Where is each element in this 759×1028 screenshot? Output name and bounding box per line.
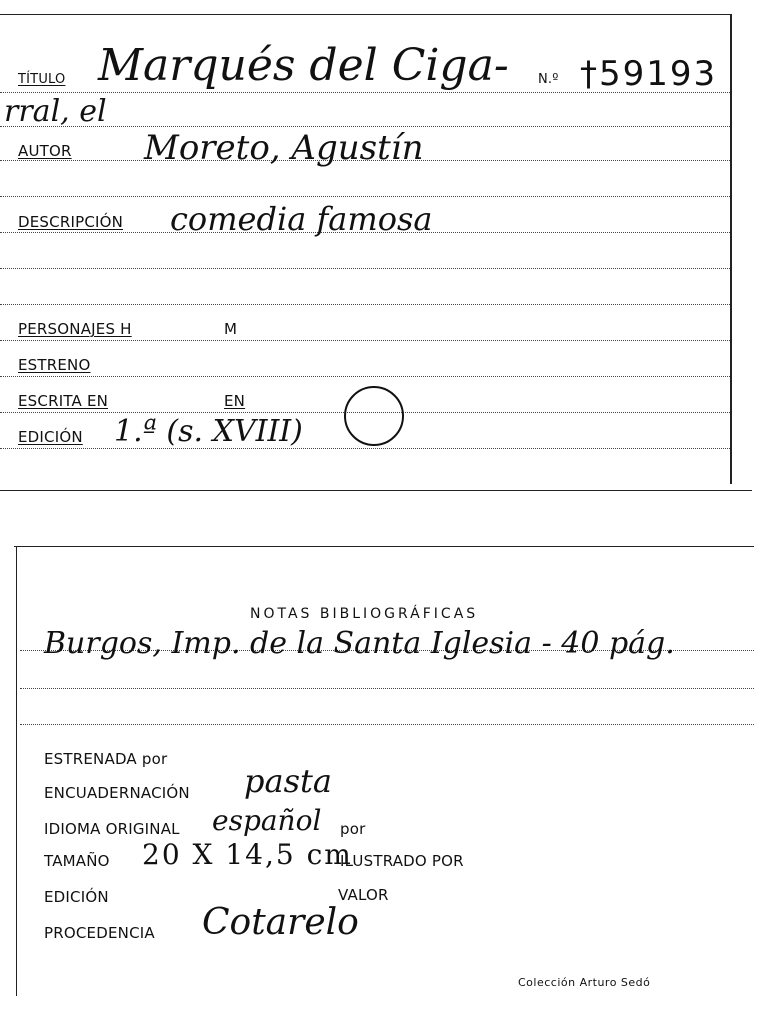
- valor-label: VALOR: [338, 886, 389, 904]
- personajes-m-label: M: [224, 320, 238, 338]
- estreno-label: ESTRENO: [18, 356, 91, 374]
- numero-value: †59193: [580, 54, 718, 94]
- rule-line: [20, 688, 754, 689]
- rule-line: [0, 340, 730, 341]
- titulo-continuation: rral, el: [4, 94, 107, 129]
- titulo-value: Marqués del Ciga-: [98, 40, 509, 91]
- autor-value: Moreto, Agustín: [144, 128, 424, 168]
- titulo-label: TÍTULO: [18, 72, 66, 87]
- tamano-label: TAMAÑO: [44, 852, 110, 870]
- idioma-label: IDIOMA ORIGINAL: [44, 820, 180, 838]
- escrita-en-label: EN: [224, 392, 246, 410]
- notas-heading: NOTAS BIBLIOGRÁFICAS: [250, 606, 479, 622]
- notas-value: Burgos, Imp. de la Santa Iglesia - 40 pág.: [44, 626, 675, 661]
- coleccion-note: Colección Arturo Sedó: [518, 976, 651, 989]
- edicion-label: EDICIÓN: [18, 428, 83, 446]
- procedencia-label: PROCEDENCIA: [44, 924, 155, 942]
- rule-line: [20, 724, 754, 725]
- catalog-card-front: [0, 0, 759, 496]
- escrita-label: ESCRITA EN: [18, 392, 109, 410]
- numero-label: N.º: [538, 72, 559, 87]
- card-left-edge: [16, 546, 17, 996]
- rule-line: [0, 268, 730, 269]
- rule-line: [0, 304, 730, 305]
- punch-hole-circle: [344, 386, 404, 446]
- encuadernacion-label: ENCUADERNACIÓN: [44, 784, 190, 802]
- card-bottom-edge: [0, 490, 752, 491]
- ilustrado-label: ILUSTRADO POR: [340, 852, 464, 870]
- personajes-label: PERSONAJES H: [18, 320, 132, 338]
- rule-line: [0, 448, 730, 449]
- edicion-back-label: EDICIÓN: [44, 888, 109, 906]
- rule-line: [0, 196, 730, 197]
- tamano-value: 20 X 14,5 cm: [142, 838, 353, 871]
- edicion-value: 1.ª (s. XVIII): [114, 414, 303, 449]
- card-top-edge: [14, 546, 754, 547]
- idioma-value: español: [212, 804, 322, 837]
- rule-line: [0, 126, 730, 127]
- descripcion-value: comedia famosa: [170, 200, 433, 238]
- procedencia-value: Cotarelo: [202, 902, 359, 943]
- autor-label: AUTOR: [18, 142, 72, 160]
- idioma-por-label: por: [340, 820, 366, 838]
- card-right-edge: [730, 14, 732, 484]
- catalog-card-back: [0, 540, 759, 1028]
- encuadernacion-value: pasta: [244, 762, 332, 800]
- estrenada-label: ESTRENADA por: [44, 750, 168, 768]
- rule-line: [0, 376, 730, 377]
- card-top-edge: [0, 14, 730, 15]
- descripcion-label: DESCRIPCIÓN: [18, 213, 124, 231]
